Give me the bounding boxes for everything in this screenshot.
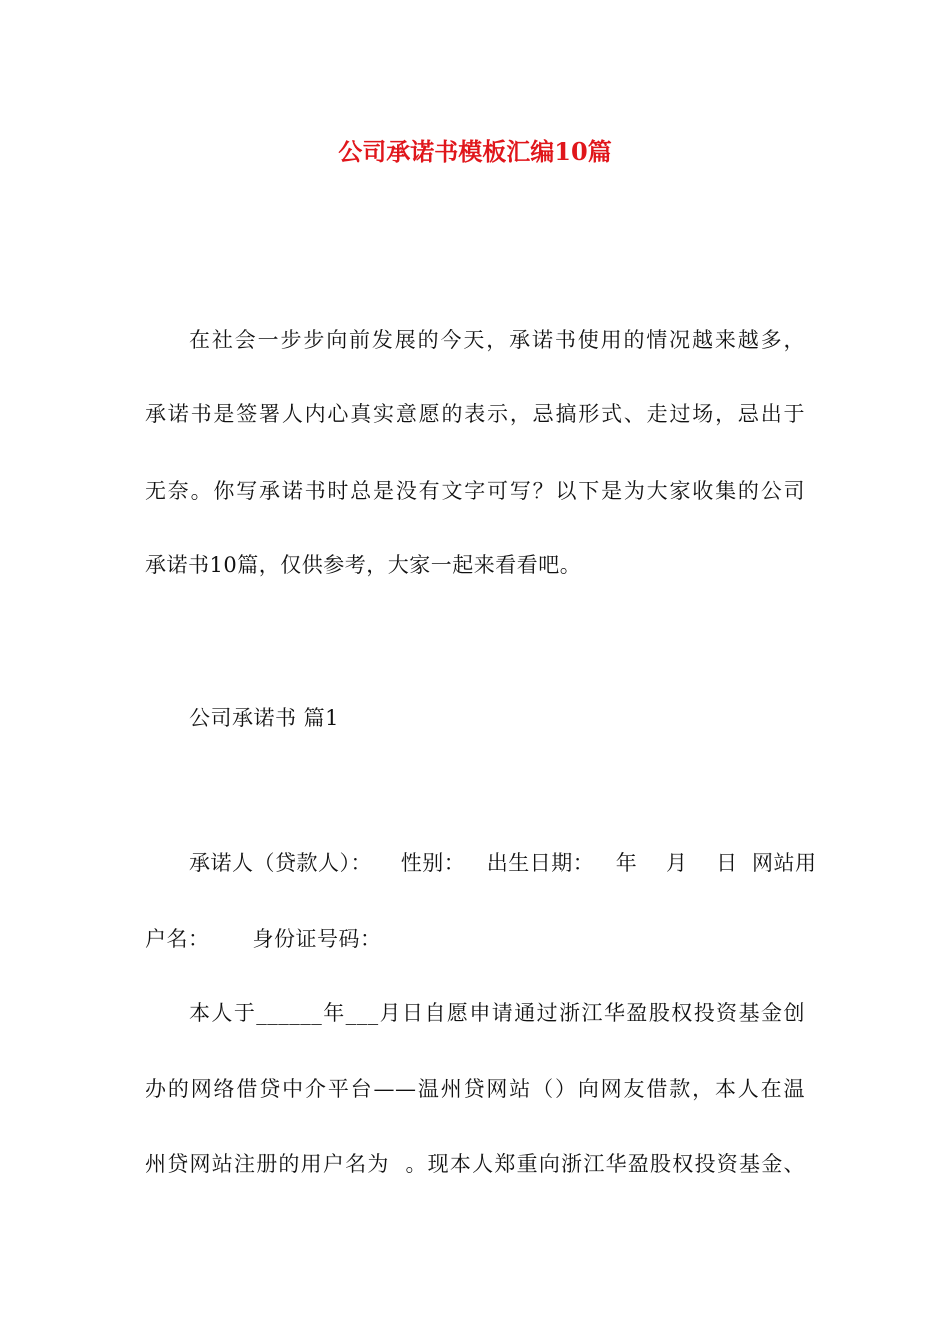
intro-line-2: 承诺书是签署人内心真实意愿的表示，忌搞形式、走过场，忌出于 xyxy=(145,402,805,426)
intro-line-3: 无奈。你写承诺书时总是没有文字可写？以下是为大家收集的公司 xyxy=(145,479,805,503)
promisor-fields-line-2: 户名： 身份证号码： xyxy=(145,927,382,951)
intro-line-1: 在社会一步步向前发展的今天，承诺书使用的情况越来越多， xyxy=(189,328,805,352)
section-heading: 公司承诺书 篇1 xyxy=(189,706,340,730)
document-title: 公司承诺书模板汇编10篇 xyxy=(338,137,612,166)
intro-line-4: 承诺书10篇，仅供参考，大家一起来看看吧。 xyxy=(145,553,582,577)
promisor-fields-line-1: 承诺人（贷款人）： 性别： 出生日期： 年 月 日 网站用 xyxy=(189,851,817,875)
body-line-3: 州贷网站注册的用户名为 。现本人郑重向浙江华盈股权投资基金、 xyxy=(145,1152,805,1176)
body-line-2: 办的网络借贷中介平台——温州贷网站（）向网友借款，本人在温 xyxy=(145,1077,805,1101)
body-line-1: 本人于______年___月日自愿申请通过浙江华盈股权投资基金创 xyxy=(189,1001,805,1025)
